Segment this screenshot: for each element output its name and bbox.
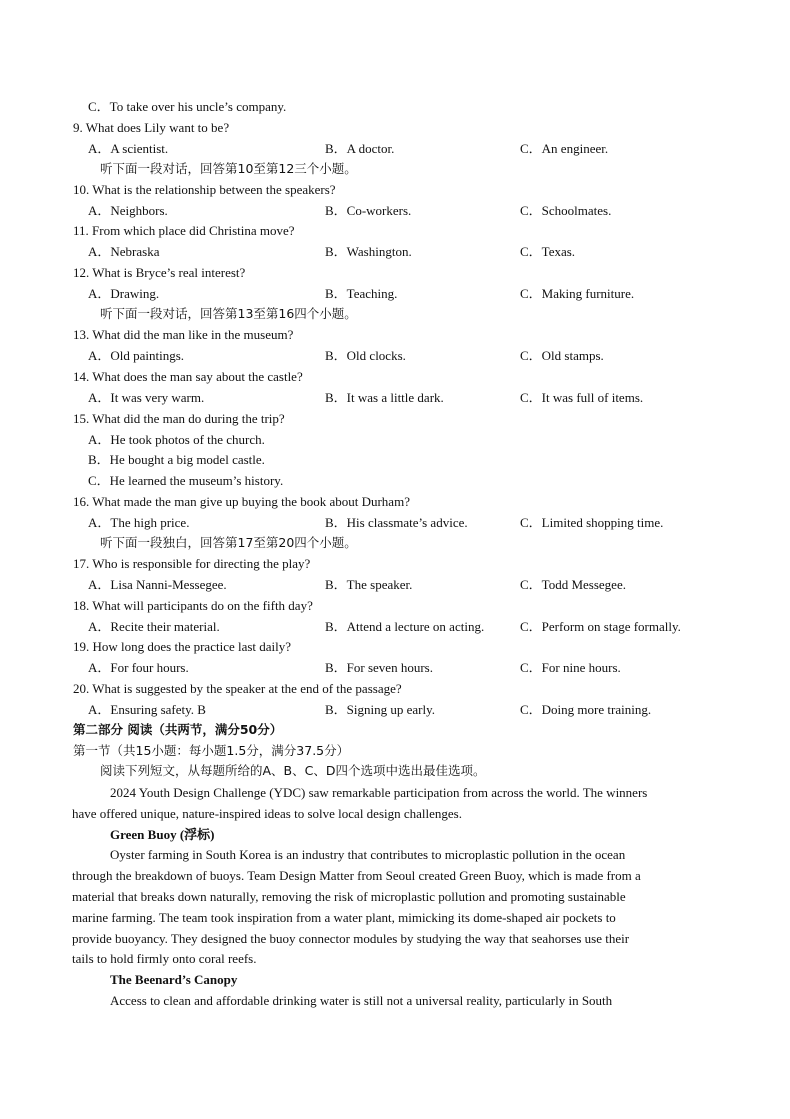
q17-option-c: C．Todd Messegee. bbox=[520, 577, 626, 592]
q12-option-a: A．Drawing. bbox=[88, 286, 160, 301]
question-17: 17. Who is responsible for directing the play? bbox=[73, 556, 311, 571]
q15-option-a: A．He took photos of the church. bbox=[88, 432, 265, 447]
q13-option-b: B．Old clocks. bbox=[325, 348, 406, 363]
intro-paragraph-line: have offered unique, nature-inspired ideas to solve local design challenges. bbox=[72, 806, 462, 821]
question-11: 11. From which place did Christina move? bbox=[73, 223, 295, 238]
question-10: 10. What is the relationship between the speakers? bbox=[73, 182, 336, 197]
question-12: 12. What is Bryce’s real interest? bbox=[73, 265, 246, 280]
q19-option-a: A．For four hours. bbox=[88, 660, 189, 675]
intro-paragraph-line: 2024 Youth Design Challenge (YDC) saw remarkable participation from across the world. The winners bbox=[110, 785, 648, 800]
question-19: 19. How long does the practice last daily? bbox=[73, 639, 292, 654]
green-buoy-paragraph-line: through the breakdown of buoys. Team Design Matter from Seoul created Green Buoy, which is made from a bbox=[72, 868, 641, 883]
q10-option-a: A．Neighbors. bbox=[88, 203, 168, 218]
q17-option-b: B．The speaker. bbox=[325, 577, 413, 592]
q13-option-a: A．Old paintings. bbox=[88, 348, 185, 363]
q13-option-c: C．Old stamps. bbox=[520, 348, 604, 363]
question-13: 13. What did the man like in the museum? bbox=[73, 327, 294, 342]
instruction-13-16: 听下面一段对话，回答第13至第16四个小题。 bbox=[100, 306, 357, 321]
reading-instruction: 阅读下列短文，从每题所给的A、B、C、D四个选项中选出最佳选项。 bbox=[100, 763, 486, 778]
green-buoy-paragraph-line: provide buoyancy. They designed the buoy connector modules by studying the way that seahorses use their bbox=[72, 931, 630, 946]
instruction-10-12: 听下面一段对话，回答第10至第12三个小题。 bbox=[100, 161, 357, 176]
canopy-paragraph-line: Access to clean and affordable drinking water is still not a universal reality, particularly in South bbox=[110, 993, 613, 1008]
q12-option-b: B．Teaching. bbox=[325, 286, 398, 301]
q20-option-c: C．Doing more training. bbox=[520, 702, 652, 717]
q16-option-c: C．Limited shopping time. bbox=[520, 515, 664, 530]
q18-option-b: B．Attend a lecture on acting. bbox=[325, 619, 485, 634]
question-14: 14. What does the man say about the castle? bbox=[73, 369, 303, 384]
q9-option-c: C．An engineer. bbox=[520, 141, 609, 156]
question-16: 16. What made the man give up buying the book about Durham? bbox=[73, 494, 410, 509]
section-one-title: 第一节（共15小题：每小题1.5分，满分37.5分） bbox=[73, 743, 350, 758]
q11-option-a: A．Nebraska bbox=[88, 244, 160, 259]
q11-option-c: C．Texas. bbox=[520, 244, 576, 259]
q14-option-c: C．It was full of items. bbox=[520, 390, 644, 405]
q15-option-c: C．He learned the museum’s history. bbox=[88, 473, 284, 488]
q12-option-c: C．Making furniture. bbox=[520, 286, 635, 301]
green-buoy-paragraph-line: marine farming. The team took inspiration from a water plant, mimicking its dome-shaped air pockets to bbox=[72, 910, 616, 925]
q14-option-a: A．It was very warm. bbox=[88, 390, 205, 405]
q9-option-a: A．A scientist. bbox=[88, 141, 169, 156]
q9-option-b: B．A doctor. bbox=[325, 141, 395, 156]
instruction-17-20: 听下面一段独白，回答第17至第20四个小题。 bbox=[100, 535, 357, 550]
green-buoy-paragraph-line: material that breaks down naturally, removing the risk of microplastic pollution and promoting sustainable bbox=[72, 889, 626, 904]
question-18: 18. What will participants do on the fifth day? bbox=[73, 598, 313, 613]
q20-option-a: A．Ensuring safety. B bbox=[88, 702, 206, 717]
question-9: 9. What does Lily want to be? bbox=[73, 120, 230, 135]
part-two-title: 第二部分 阅读（共两节，满分50分） bbox=[73, 722, 283, 737]
heading-beenards-canopy: The Beenard’s Canopy bbox=[110, 972, 238, 987]
q16-option-b: B．His classmate’s advice. bbox=[325, 515, 468, 530]
q19-option-c: C．For nine hours. bbox=[520, 660, 621, 675]
q15-option-b: B．He bought a big model castle. bbox=[88, 452, 265, 467]
green-buoy-paragraph-line: tails to hold firmly onto coral reefs. bbox=[72, 951, 257, 966]
q10-option-c: C．Schoolmates. bbox=[520, 203, 612, 218]
q17-option-a: A．Lisa Nanni-Messegee. bbox=[88, 577, 227, 592]
question-20: 20. What is suggested by the speaker at the end of the passage? bbox=[73, 681, 402, 696]
q19-option-b: B．For seven hours. bbox=[325, 660, 433, 675]
q8-option-c: C．To take over his uncle’s company. bbox=[88, 99, 287, 114]
q18-option-a: A．Recite their material. bbox=[88, 619, 220, 634]
heading-green-buoy: Green Buoy (浮标) bbox=[110, 827, 215, 842]
green-buoy-paragraph-line: Oyster farming in South Korea is an industry that contributes to microplastic pollution in the ocean bbox=[110, 847, 626, 862]
q16-option-a: A．The high price. bbox=[88, 515, 190, 530]
q20-option-b: B．Signing up early. bbox=[325, 702, 436, 717]
q11-option-b: B．Washington. bbox=[325, 244, 412, 259]
q10-option-b: B．Co-workers. bbox=[325, 203, 412, 218]
q18-option-c: C．Perform on stage formally. bbox=[520, 619, 681, 634]
question-15: 15. What did the man do during the trip? bbox=[73, 411, 285, 426]
q14-option-b: B．It was a little dark. bbox=[325, 390, 444, 405]
